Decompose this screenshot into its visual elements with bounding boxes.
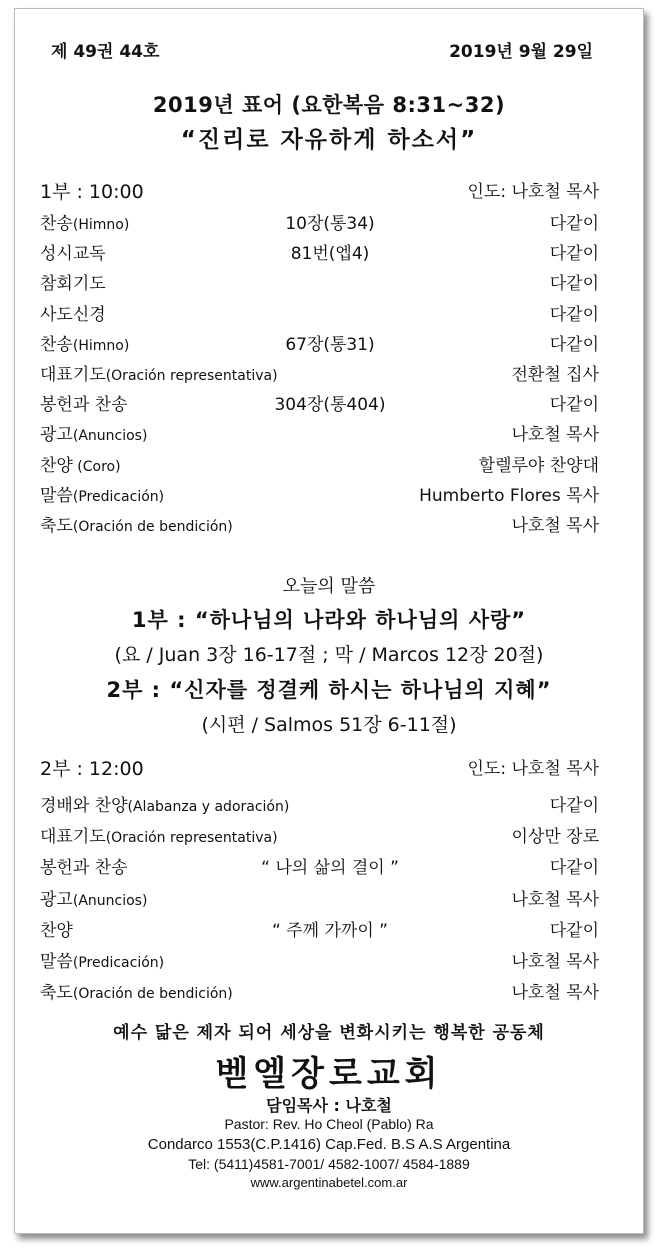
annual-motto-title: 2019년 표어 (요한복음 8:31~32) [152,93,506,117]
sermon1-title: 1부 : “하나님의 나라와 하나님의 사랑” [131,608,527,632]
order-item-name [40,300,106,325]
bulletin-page [14,8,644,1234]
order-item-korean: 대표기도 [40,365,106,385]
order-item-name [40,360,278,385]
order-item-person: Humberto Flores 목사 [419,485,599,506]
service1-label: 1부 : 10:00 [40,181,144,203]
order-item-person: 나호철 목사 [511,983,599,1004]
order-item-person: 전환철 집사 [511,365,599,385]
order-item-spanish: (Oración representativa) [105,368,278,384]
order-item-person: 다같이 [549,304,599,325]
order-item-name [40,947,164,972]
order-item-name [40,209,129,234]
order-item-name [40,978,233,1003]
order-item-name [40,269,106,294]
order-item-name [40,239,106,264]
order-item-name [40,451,121,476]
order-item-spanish: (Himno) [72,217,130,233]
order-item [15,822,643,850]
order-item-korean: 축도 [40,516,73,536]
order-item [15,791,643,819]
order-item-spanish: (Oración representativa) [105,830,278,847]
order-item-spanish: (Predicación) [72,488,165,505]
order-item-name [40,853,128,878]
order-item-name [40,916,73,941]
order-item-person: 다같이 [549,214,599,234]
sermon2-reference: (시편 / Salmos 51장 6-11절) [201,714,457,736]
order-item [15,511,643,539]
order-item-korean: 찬송 [40,334,73,355]
sermon2-title: 2부 : “신자를 정결케 하시는 하나님의 지혜” [106,678,552,702]
order-item-korean: 봉헌과 찬송 [40,858,128,879]
order-item [15,885,643,913]
order-item-korean: 성시교독 [40,244,106,265]
order-item [15,853,643,881]
order-item-korean: 말씀 [40,952,73,972]
order-item-person: 나호철 목사 [511,889,599,910]
order-item [15,239,643,267]
order-item [15,209,643,237]
order-item [15,420,643,448]
sermon-heading: 오늘의 말씀 [282,576,376,597]
order-item-person: 다같이 [549,244,599,265]
order-item-korean: 광고 [40,425,73,446]
order-item-korean: 축도 [40,983,73,1004]
order-item-spanish: (Oración de bendición) [72,519,233,535]
order-item-spanish: (Himno) [72,337,130,354]
order-item-korean: 사도신경 [40,304,106,325]
order-item [15,330,643,358]
order-item-spanish: (Predicación) [72,955,165,971]
order-item-korean: 말씀 [40,485,73,506]
order-item [15,360,643,388]
order-item [15,916,643,944]
order-item-name [40,511,233,536]
order-item-person: 할렐루야 찬양대 [478,455,599,476]
order-item-person: 다같이 [549,274,599,295]
order-item-korean: 참회기도 [40,274,106,295]
order-item-person: 다같이 [549,334,599,355]
order-item-korean: 찬양 [40,455,73,476]
order-item-detail: 67장(통31) [285,334,375,355]
order-item-detail: 10장(통34) [285,214,375,234]
annual-motto: “진리로 자유하게 하소서” [180,127,478,153]
order-item-name [40,330,129,355]
order-item-person: 나호철 목사 [511,952,599,972]
order-item [15,481,643,509]
service1-leader: 인도: 나호철 목사 [467,182,599,202]
order-item-person: 다같이 [549,796,599,816]
order-item-detail: 304장(통404) [274,395,386,416]
order-item-korean: 광고 [40,889,73,910]
order-item-spanish: (Coro) [72,458,121,475]
order-item-person: 이상만 장로 [511,827,599,848]
order-item-korean: 찬양 [40,920,73,941]
order-item-name [40,885,147,910]
order-item-name [40,420,147,445]
order-item-detail: “ 주께 가까이 ” [272,920,388,941]
order-item-korean: 찬송 [40,214,73,234]
order-item-spanish: (Anuncios) [72,428,148,445]
order-item-korean: 대표기도 [40,827,106,848]
order-item [15,269,643,297]
order-item [15,947,643,975]
bulletin-date: 2019년 9월 29일 [449,42,593,62]
order-item-detail: 81번(엡4) [290,244,370,265]
order-item-person: 나호철 목사 [511,425,599,446]
sermon1-reference: (요 / Juan 3장 16-17절 ; 막 / Marcos 12장 20절) [114,644,544,666]
order-item-spanish: (Oración de bendición) [72,986,233,1003]
order-item-korean: 경배와 찬양 [40,796,128,816]
pastor-english: Pastor: Rev. Ho Cheol (Pablo) Ra [224,1116,434,1132]
church-website[interactable]: www.argentinabetel.com.ar [250,1175,408,1190]
church-slogan: 예수 닮은 제자 되어 세상을 변화시키는 행복한 공동체 [113,1023,545,1043]
senior-pastor: 담임목사 : 나호철 [266,1096,392,1115]
church-phone: Tel: (5411)4581-7001/ 4582-1007/ 4584-1889 [188,1156,470,1172]
order-item-person: 나호철 목사 [511,516,599,536]
service2-label: 2부 : 12:00 [40,758,144,780]
service2-leader: 인도: 나호철 목사 [467,759,599,779]
order-item [15,451,643,479]
order-item-person: 다같이 [549,920,599,941]
order-item-name [40,390,128,415]
church-name: 벧엘장로교회 [215,1054,443,1094]
order-item-name [40,822,278,847]
order-item-spanish: (Anuncios) [72,892,148,909]
order-item-name [40,791,289,816]
church-address: Condarco 1553(C.P.1416) Cap.Fed. B.S A.S Argentina [147,1136,511,1153]
order-item-detail: “ 나의 삶의 결이 ” [261,858,399,879]
order-item-name [40,481,164,506]
order-item [15,978,643,1006]
order-item-spanish: (Alabanza y adoración) [127,799,290,815]
order-item-person: 다같이 [549,858,599,879]
order-item-person: 다같이 [549,395,599,416]
issue-number: 제 49권 44호 [51,42,160,62]
order-item-korean: 봉헌과 찬송 [40,395,128,416]
order-item [15,390,643,418]
order-item [15,300,643,328]
